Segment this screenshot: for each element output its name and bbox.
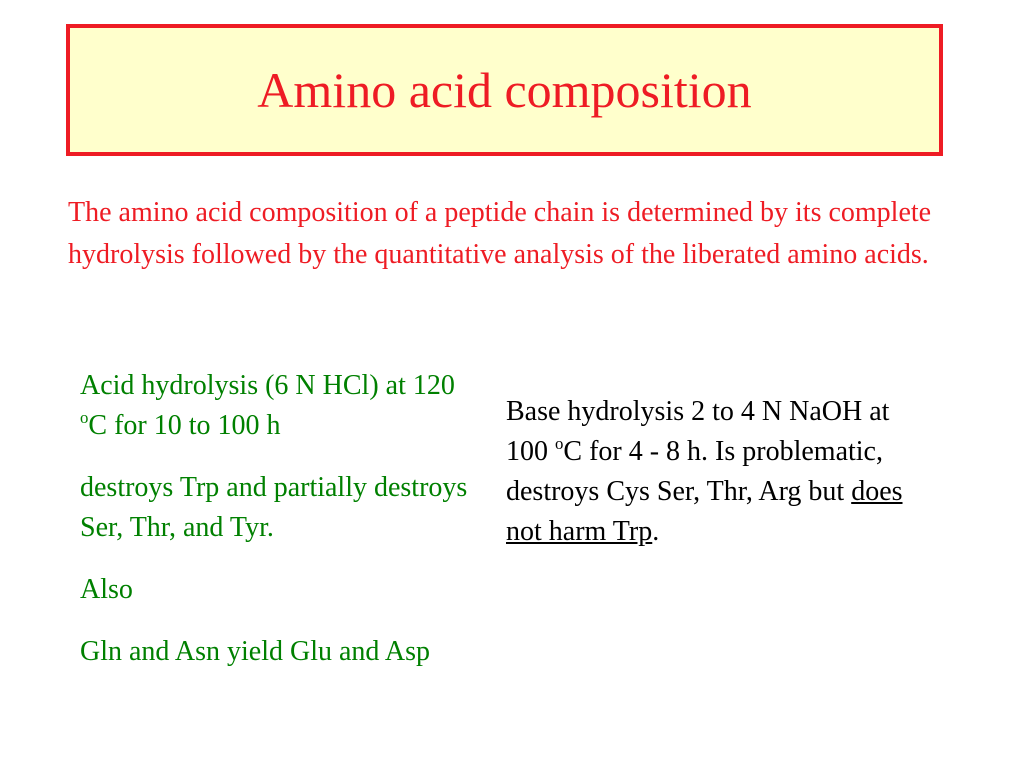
intro-paragraph: The amino acid composition of a peptide chain is determined by its complete hydrolysis followed by the quantitative analysis of the liberated amino acids. xyxy=(68,197,932,270)
base-degree-sup: o xyxy=(555,434,564,454)
base-text-end: . xyxy=(652,516,660,547)
acid-destroys: destroys Trp and partially destroys Ser, Thr, and Tyr. xyxy=(80,472,468,543)
title-box xyxy=(66,24,943,156)
acid-gln-asn: Gln and Asn yield Glu and Asp xyxy=(80,636,430,667)
acid-also: Also xyxy=(80,574,133,605)
slide-title: Amino acid composition xyxy=(257,62,752,118)
base-text-mid: C for 4 - 8 h. Is problematic, destroys Cys Ser, Thr, Arg but xyxy=(506,436,883,507)
acid-conditions-text-end: C for 10 to 100 h xyxy=(88,410,281,441)
acid-conditions-text: Acid hydrolysis (6 N HCl) at 120 xyxy=(80,370,455,401)
degree-sup: o xyxy=(80,408,89,428)
base-hydrolysis-paragraph xyxy=(506,392,906,552)
base-text-start: Base hydrolysis 2 to 4 N NaOH at 100 xyxy=(506,396,890,467)
acid-conditions xyxy=(80,366,480,446)
acid-hydrolysis-column xyxy=(80,366,480,694)
base-underlined-text: does not harm Trp xyxy=(506,476,903,547)
